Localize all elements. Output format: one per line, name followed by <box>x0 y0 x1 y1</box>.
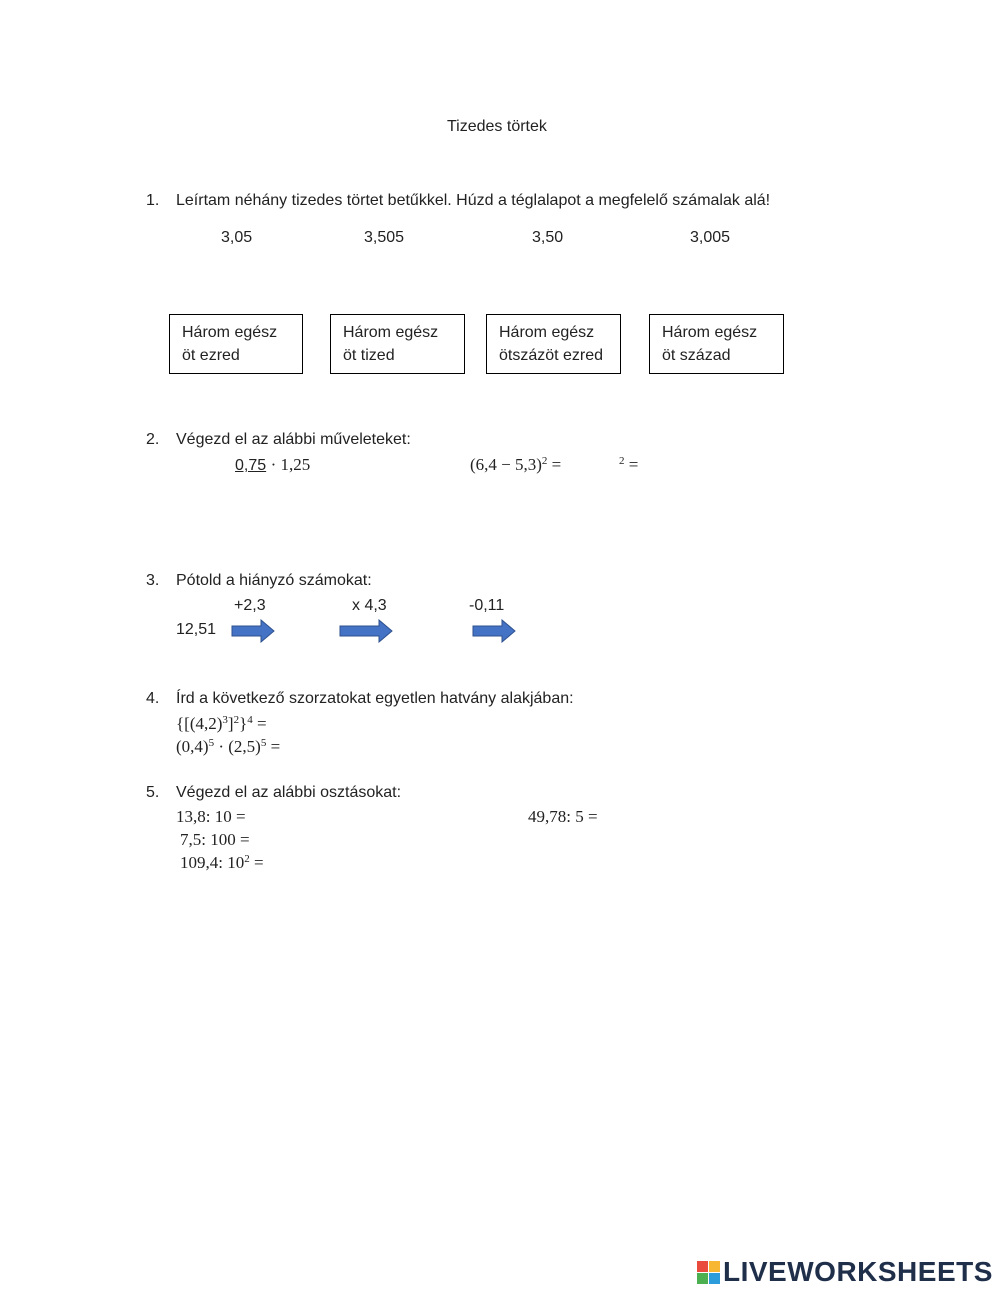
q2-expr3-tail: = <box>624 455 639 474</box>
q2-expr2 <box>470 455 561 475</box>
q5-division-3-exp: 2 <box>244 853 250 865</box>
q3-number: 3. <box>146 572 160 589</box>
q4-expr1-exp2: 2 <box>233 714 240 726</box>
q2-number: 2. <box>146 431 160 448</box>
right-arrow-icon <box>231 619 275 643</box>
q3-op-3: -0,11 <box>469 597 505 614</box>
logo-square <box>709 1261 720 1272</box>
liveworksheets-logo <box>697 1256 993 1288</box>
q1-number-1: 3,05 <box>221 229 253 246</box>
q2-expr1-a: 0,75 <box>235 457 267 474</box>
q4-expr1-tail: = <box>252 714 267 733</box>
drag-box-2-line2: öt tized <box>343 347 395 364</box>
drag-box-1-line2: öt ezred <box>182 347 240 364</box>
drag-box-2[interactable] <box>330 314 465 374</box>
q4-number: 4. <box>146 690 160 707</box>
q1-number: 1. <box>146 192 160 209</box>
q2-expr2-base: (6,4 − 5,3) <box>470 455 542 474</box>
q5-text: Végezd el az alábbi osztásokat: <box>176 784 402 801</box>
q4-expr1-b: ] <box>227 714 234 733</box>
q4-expr2-b: · (2,5) <box>214 737 261 756</box>
q4-expr1-exp1: 3 <box>222 714 228 726</box>
q3-op-2: x 4,3 <box>352 597 387 614</box>
logo-mark-icon <box>697 1261 720 1284</box>
q5-division-3-a: 109,4: 10 <box>180 853 245 872</box>
logo-square <box>697 1273 708 1284</box>
right-arrow-icon <box>472 619 516 643</box>
drag-box-4-line2: öt század <box>662 347 731 364</box>
q4-expr1-a: {[(4,2) <box>176 714 223 733</box>
drag-box-4[interactable] <box>649 314 784 374</box>
q5-division-2: 7,5: 100 = <box>180 830 250 849</box>
q2-expr1 <box>235 455 310 475</box>
q5-number: 5. <box>146 784 160 801</box>
q4-expr2-a: (0,4) <box>176 737 209 756</box>
q5-division-3-tail: = <box>249 853 264 872</box>
q4-text: Írd a következő szorzatokat egyetlen hatvány alakjában: <box>176 690 574 707</box>
page-title: Tizedes törtek <box>447 118 547 135</box>
q4-expr1 <box>176 714 267 734</box>
q2-expr2-exp: 2 <box>541 455 548 467</box>
q3-start-value: 12,51 <box>176 621 217 638</box>
logo-square <box>697 1261 708 1272</box>
logo-text: LIVEWORKSHEETS <box>723 1256 993 1287</box>
q1-number-4: 3,005 <box>690 229 731 246</box>
q3-text: Pótold a hiányzó számokat: <box>176 572 372 589</box>
drag-box-4-line1: Három egész <box>662 324 758 341</box>
q4-expr1-exp3: 4 <box>247 714 253 726</box>
q4-expr1-c: } <box>239 714 248 733</box>
q3-op-1: +2,3 <box>234 597 266 614</box>
q1-number-3: 3,50 <box>532 229 564 246</box>
q4-expr2-tail: = <box>266 737 281 756</box>
q2-expr2-tail: = <box>547 455 562 474</box>
drag-box-2-line1: Három egész <box>343 324 439 341</box>
q1-number-2: 3,505 <box>364 229 405 246</box>
q2-text: Végezd el az alábbi műveleteket: <box>176 431 411 448</box>
right-arrow-icon <box>339 619 393 643</box>
q5-division-1: 13,8: 10 = <box>176 807 246 826</box>
q5-division-3 <box>180 853 264 873</box>
drag-box-1[interactable] <box>169 314 303 374</box>
q4-expr2-exp1: 5 <box>208 737 215 749</box>
q4-expr2 <box>176 737 280 757</box>
drag-box-3-line2: ötszázöt ezred <box>499 347 604 364</box>
q2-expr3-exp: 2 <box>619 455 625 467</box>
q5-division-4: 49,78: 5 = <box>528 807 598 826</box>
q4-expr2-exp2: 5 <box>260 737 267 749</box>
q2-expr1-b: · 1,25 <box>270 455 311 474</box>
drag-box-3[interactable] <box>486 314 621 374</box>
q1-text: Leírtam néhány tizedes törtet betűkkel. Húzd a téglalapot a megfelelő számalak alá! <box>176 192 771 209</box>
drag-box-1-line1: Három egész <box>182 324 278 341</box>
logo-square <box>709 1273 720 1284</box>
drag-box-3-line1: Három egész <box>499 324 595 341</box>
q2-expr3 <box>619 455 638 475</box>
